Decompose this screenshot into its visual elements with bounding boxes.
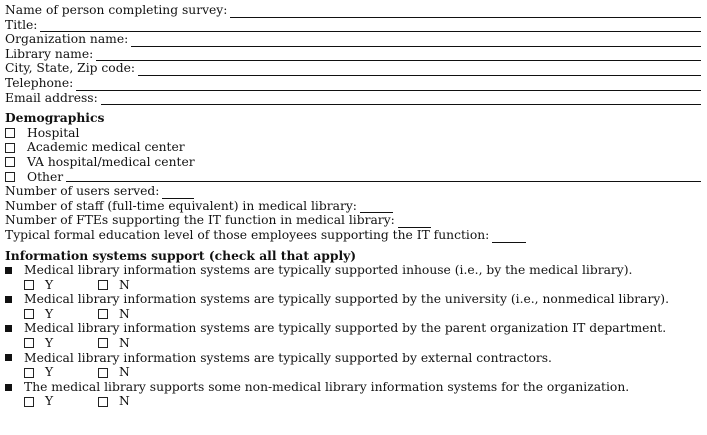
yes-no-row	[5, 278, 702, 293]
question-item	[5, 263, 702, 292]
fill-in-line[interactable]	[230, 7, 701, 18]
option-hospital[interactable]	[5, 126, 702, 141]
yes-checkbox[interactable]	[24, 368, 34, 378]
question-item	[5, 380, 702, 409]
no-label: N	[119, 277, 130, 292]
question-item	[5, 321, 702, 350]
users-served-field[interactable]	[5, 184, 702, 199]
info-systems-section	[5, 249, 702, 410]
yes-no-row	[5, 365, 702, 380]
option-label: VA hospital/medical center	[27, 154, 195, 169]
question-text: Medical library information systems are typically supported by external contractors.	[24, 350, 552, 365]
other-fill-in-line[interactable]	[66, 171, 701, 182]
field-label: Title:	[5, 17, 38, 32]
option-label: Hospital	[27, 125, 80, 140]
no-option[interactable]	[98, 307, 130, 322]
checkbox[interactable]	[5, 143, 15, 153]
field-label: Email address:	[5, 90, 98, 105]
yes-checkbox[interactable]	[24, 338, 34, 348]
yes-no-row	[5, 336, 702, 351]
no-label: N	[119, 365, 130, 380]
yes-checkbox[interactable]	[24, 309, 34, 319]
square-bullet-icon	[5, 325, 12, 332]
yes-option[interactable]	[24, 336, 98, 351]
option-label: Other	[27, 169, 64, 184]
fill-in-line[interactable]	[96, 50, 701, 61]
question-item	[5, 292, 702, 321]
field-label: Typical formal education level of those employees supporting the IT function:	[5, 227, 490, 242]
question-text: Medical library information systems are typically supported by the parent organization IT department.	[24, 321, 667, 336]
no-checkbox[interactable]	[98, 309, 108, 319]
organization-field[interactable]	[5, 32, 702, 47]
education-level-field[interactable]	[5, 228, 702, 243]
no-label: N	[119, 306, 130, 321]
no-checkbox[interactable]	[98, 397, 108, 407]
fill-in-line[interactable]	[138, 65, 701, 76]
square-bullet-icon	[5, 354, 12, 361]
question-text: Medical library information systems are typically supported inhouse (i.e., by the medical library).	[24, 263, 633, 278]
question-text: The medical library supports some non-medical library information systems for the organization.	[24, 379, 630, 394]
fill-in-line[interactable]	[76, 80, 701, 91]
title-field[interactable]	[5, 18, 702, 33]
option-va-hospital[interactable]	[5, 155, 702, 170]
field-label: Number of staff (full-time equivalent) in medical library:	[5, 198, 357, 213]
no-option[interactable]	[98, 278, 130, 293]
person-name-field[interactable]	[5, 3, 702, 18]
no-checkbox[interactable]	[98, 280, 108, 290]
square-bullet-icon	[5, 296, 12, 303]
short-blank[interactable]	[360, 202, 393, 213]
fill-in-line[interactable]	[131, 36, 701, 47]
option-academic-medical-center[interactable]	[5, 140, 702, 155]
field-label: Organization name:	[5, 32, 129, 47]
it-fte-field[interactable]	[5, 213, 702, 228]
field-label: Telephone:	[5, 75, 74, 90]
question-text-row	[5, 351, 702, 366]
contact-section	[5, 3, 702, 105]
yes-label: Y	[45, 277, 54, 292]
yes-checkbox[interactable]	[24, 397, 34, 407]
info-systems-heading: Information systems support (check all that apply)	[5, 247, 357, 263]
question-text-row	[5, 321, 702, 336]
yes-label: Y	[45, 306, 54, 321]
question-text-row	[5, 380, 702, 395]
short-blank[interactable]	[398, 217, 431, 228]
yes-label: Y	[45, 394, 54, 409]
no-option[interactable]	[98, 336, 130, 351]
question-item	[5, 351, 702, 380]
question-text-row	[5, 263, 702, 278]
city-field[interactable]	[5, 61, 702, 76]
checkbox[interactable]	[5, 172, 15, 182]
demographics-section	[5, 111, 702, 242]
no-checkbox[interactable]	[98, 338, 108, 348]
no-label: N	[119, 394, 130, 409]
fill-in-line[interactable]	[101, 94, 701, 105]
yes-option[interactable]	[24, 365, 98, 380]
square-bullet-icon	[5, 384, 12, 391]
no-checkbox[interactable]	[98, 368, 108, 378]
field-label: Library name:	[5, 46, 94, 61]
short-blank[interactable]	[162, 188, 194, 199]
short-blank[interactable]	[492, 232, 526, 243]
square-bullet-icon	[5, 267, 12, 274]
yes-no-row	[5, 394, 702, 409]
no-option[interactable]	[98, 394, 130, 409]
field-label: Number of users served:	[5, 184, 160, 199]
yes-label: Y	[45, 365, 54, 380]
yes-option[interactable]	[24, 278, 98, 293]
option-label: Academic medical center	[27, 140, 185, 155]
no-option[interactable]	[98, 365, 130, 380]
demographics-heading: Demographics	[5, 110, 105, 126]
yes-no-row	[5, 307, 702, 322]
no-label: N	[119, 336, 130, 351]
yes-option[interactable]	[24, 307, 98, 322]
checkbox[interactable]	[5, 157, 15, 167]
yes-checkbox[interactable]	[24, 280, 34, 290]
question-text-row	[5, 292, 702, 307]
yes-label: Y	[45, 336, 54, 351]
option-other[interactable]	[5, 170, 702, 185]
question-text: Medical library information systems are typically supported by the university (i.e., nonmedical library).	[24, 292, 670, 307]
library-field[interactable]	[5, 47, 702, 62]
email-field[interactable]	[5, 91, 702, 106]
checkbox[interactable]	[5, 128, 15, 138]
telephone-field[interactable]	[5, 76, 702, 91]
staff-fte-field[interactable]	[5, 199, 702, 214]
yes-option[interactable]	[24, 394, 98, 409]
fill-in-line[interactable]	[40, 21, 701, 32]
field-label: City, State, Zip code:	[5, 61, 135, 76]
field-label: Number of FTEs supporting the IT function in medical library:	[5, 213, 395, 228]
field-label: Name of person completing survey:	[5, 3, 228, 17]
